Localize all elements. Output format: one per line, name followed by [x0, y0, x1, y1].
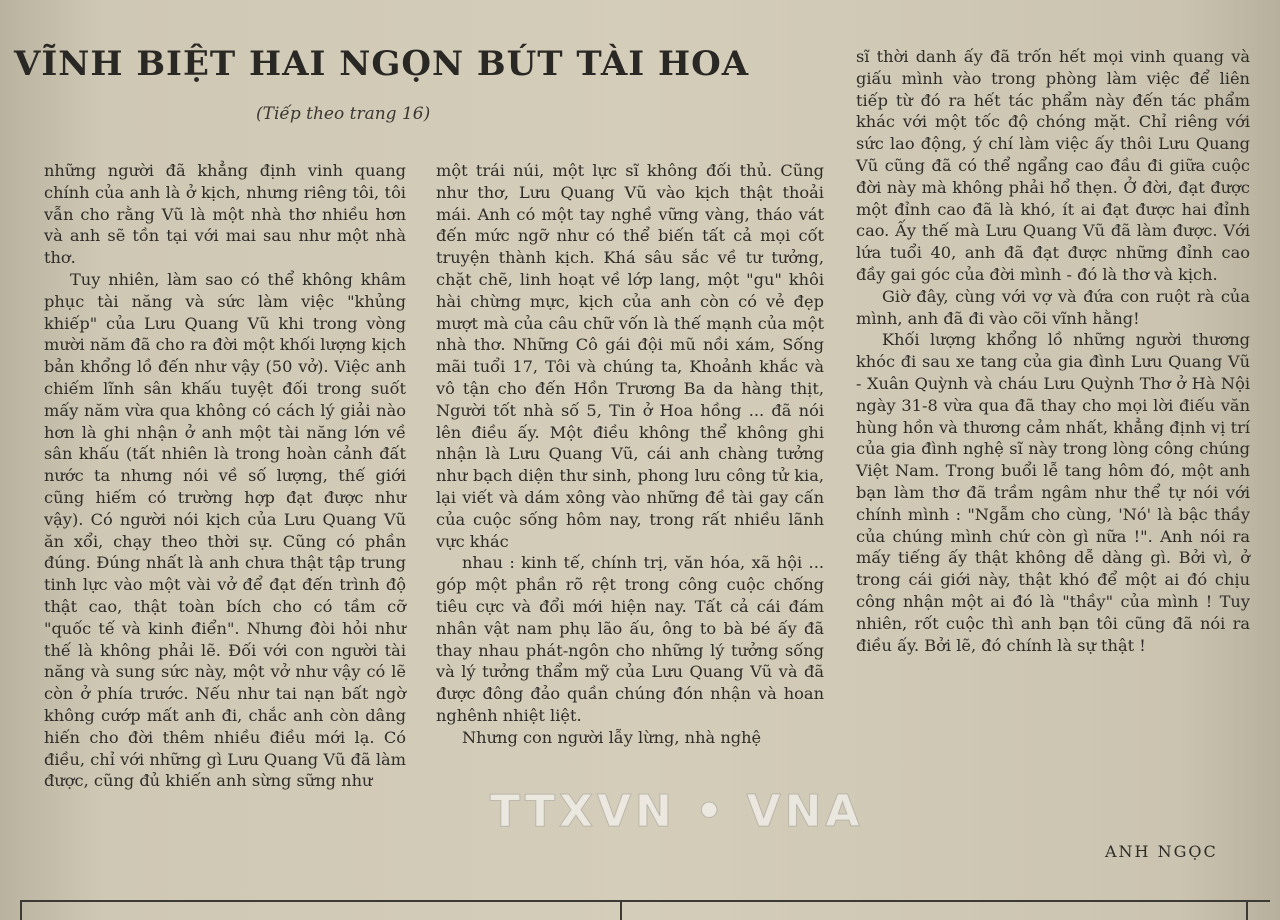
paragraph: một trái núi, một lực sĩ không đối thủ. Cũng như thơ, Lưu Quang Vũ vào kịch thật thoải mái. Anh có một tay nghề vững vàng, tháo vát đến mức ngỡ như có thể biến tất cả mọi cốt truyện thành kịch. Khá sâu sắc về tư tưởng, chặt chẽ, linh hoạt về lớp lang, một "gu" khôi hài chừng mực, kịch của anh còn có vẻ đẹp mượt mà của câu chữ vốn là thế mạnh của một nhà thơ. Những Cô gái đội mũ nồi xám, Sống mãi tuổi 17, Tôi và chúng ta, Khoảnh khắc và vô tận cho đến Hồn Trương Ba da hàng thịt, Người tốt nhà số 5, Tin ở Hoa hồng ... đã nói lên điều ấy. Một điều không thể không ghi nhận là Lưu Quang Vũ, cái anh chàng tưởng như bạch diện thư sinh, phong lưu công tử kia, lại viết và dám xông vào những đề tài gay cấn của cuộc sống hôm nay, trong rất nhiều lãnh vực khác [436, 161, 824, 551]
paragraph: Khối lượng khổng lồ những người thương khóc đi sau xe tang của gia đình Lưu Quang Vũ - Xuân Quỳnh và cháu Lưu Quỳnh Thơ ở Hà Nội ngày 31-8 vừa qua đã thay cho mọi lời điếu văn hùng hồn và thương cảm nhất, khẳng định vị trí của gia đình nghệ sĩ này trong lòng công chúng Việt Nam. Trong buổi lễ tang hôm đó, một anh bạn làm thơ đã trầm ngâm như thể tự nói với chính mình : "Ngẫm cho cùng, 'Nó' là bậc thầy của chúng mình chứ còn gì nữa !". Anh nói ra mấy tiếng ấy thật không dễ dàng gì. Bởi vì, ở trong cái giới này, thật khó để một ai đó chịu công nhận một ai đó là "thầy" của mình ! Tuy nhiên, rốt cuộc thì anh bạn tôi cũng đã nói ra điều ấy. Bởi lẽ, đó chính là sự thật ! [856, 330, 1250, 655]
bottom-rule-right [1246, 902, 1248, 920]
article-continuation-note: (Tiếp theo trang 16) [256, 104, 431, 124]
bottom-rule-mid [620, 902, 622, 920]
paragraph: Nhưng con người lẫy lừng, nhà nghệ [462, 727, 762, 747]
bottom-rule-left [20, 902, 22, 920]
paragraph: những người đã khẳng định vinh quang chính của anh là ở kịch, nhưng riêng tôi, tôi vẫn cho rằng Vũ là một nhà thơ nhiều hơn và anh sẽ tồn tại với mai sau như một nhà thơ. [44, 161, 406, 268]
article-column-2 [436, 160, 824, 749]
paragraph: Tuy nhiên, làm sao có thể không khâm phục tài năng và sức làm việc "khủng khiếp" của Lưu Quang Vũ khi trong vòng mười năm đã cho ra đời một khối lượng kịch bản khổng lồ đến như vậy (50 vở). Việc anh chiếm lĩnh sân khấu tuyệt đối trong suốt mấy năm vừa qua không có cách lý giải nào hơn là ghi nhận ở anh một tài năng lớn về sân khấu (tất nhiên là trong hoàn cảnh đất nước ta nhưng nói về số lượng, thế giới cũng hiếm có trường hợp đạt được như vậy). Có người nói kịch của Lưu Quang Vũ ăn xổi, chạy theo thời sự. Cũng có phần đúng. Đúng nhất là anh chưa thật tập trung tinh lực vào một vài vở để đạt đến trình độ thật cao, thật toàn bích cho có tầm cỡ "quốc tế và kinh điển". Nhưng đòi hỏi như thế là không phải lẽ. Đối với con người tài năng và sung sức này, một vở như vậy có lẽ còn ở phía trước. Nếu như tai nạn bất ngờ không cướp mất anh đi, chắc anh còn dâng hiến cho đời thêm nhiều điều mới lạ. Có điều, chỉ với những gì Lưu Quang Vũ đã làm được, cũng đủ khiến anh sừng sững như [44, 269, 406, 791]
article-title: VĨNH BIỆT HAI NGỌN BÚT TÀI HOA [14, 44, 750, 84]
article-column-3 [856, 46, 1250, 656]
bottom-rule [20, 900, 1270, 902]
paragraph: Giờ đây, cùng với vợ và đứa con ruột rà của mình, anh đã đi vào cõi vĩnh hằng! [856, 286, 1250, 328]
paragraph: sĩ thời danh ấy đã trốn hết mọi vinh quang và giấu mình vào trong phòng làm việc để liên tiếp từ đó ra hết tác phẩm này đến tác phẩm khác với một tốc độ chóng mặt. Chỉ riêng với sức lao động, ý chí làm việc ấy thôi Lưu Quang Vũ cũng đã có thể ngẩng cao đầu đi giữa cuộc đời này mà không phải hổ thẹn. Ở đời, đạt được một đỉnh cao đã là khó, ít ai đạt được hai đỉnh cao. Ấy thế mà Lưu Quang Vũ đã làm được. Với lứa tuổi 40, anh đã đạt được những đỉnh cao đầy gai góc của đời mình - đó là thơ và kịch. [856, 47, 1250, 284]
agency-watermark: TTXVN • VNA [490, 786, 864, 837]
paragraph: nhau : kinh tế, chính trị, văn hóa, xã hội ... góp một phần rõ rệt trong công cuộc chống tiêu cực và đổi mới hiện nay. Tất cả cái đám nhân vật nam phụ lão ấu, ông to bà bé ấy đã thay nhau phát-ngôn cho những lý tưởng sống và lý tưởng thẩm mỹ của Lưu Quang Vũ và đã được đông đảo quần chúng đón nhận và hoan nghênh nhiệt liệt. [436, 553, 824, 725]
author-byline: ANH NGỌC [1105, 842, 1218, 861]
article-column-1 [44, 160, 406, 792]
